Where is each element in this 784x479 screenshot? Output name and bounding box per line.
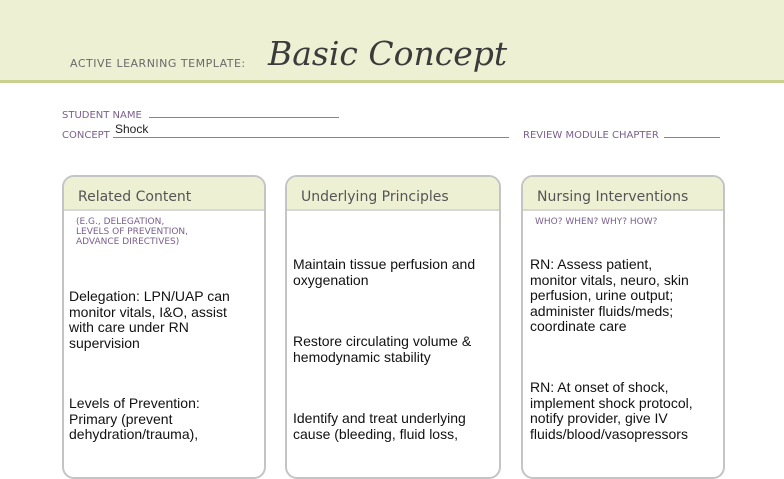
header-band — [0, 0, 784, 83]
related-content-header: Related Content — [64, 177, 264, 211]
review-module-label: REVIEW MODULE CHAPTER — [523, 130, 659, 141]
underlying-principles-column — [285, 175, 501, 479]
principle-perfusion: Maintain tissue perfusion and oxygenation — [293, 256, 476, 288]
intervention-onset: RN: At onset of shock, implement shock protocol, notify provider, give IV fluids/blood/vasopressors — [530, 379, 693, 442]
concept-value: Shock — [115, 122, 149, 136]
underlying-principles-header: Underlying Principles — [287, 177, 499, 211]
template-title: Basic Concept — [268, 34, 508, 73]
related-content-delegation: Delegation: LPN/UAP can monitor vitals, I&O, assist with care under RN supervision — [69, 288, 230, 351]
nursing-interventions-subtitle: WHO? WHEN? WHY? HOW? — [535, 217, 658, 227]
review-module-field[interactable] — [664, 128, 720, 138]
principle-volume: Restore circulating volume & hemodynamic stability — [293, 333, 472, 365]
related-content-column — [62, 175, 266, 479]
nursing-interventions-column — [521, 175, 725, 479]
related-content-subtitle: (E.G., DELEGATION, LEVELS OF PREVENTION, ADVANCE DIRECTIVES) — [76, 217, 189, 247]
nursing-interventions-header: Nursing Interventions — [523, 177, 723, 211]
principle-cause: Identify and treat underlying cause (bleeding, fluid loss, — [293, 410, 466, 442]
related-content-prevention: Levels of Prevention: Primary (prevent dehydration/trauma), — [69, 395, 200, 442]
concept-field[interactable] — [113, 128, 509, 138]
concept-label: CONCEPT — [62, 130, 110, 141]
student-name-label: STUDENT NAME — [62, 110, 142, 121]
intervention-assess: RN: Assess patient, monitor vitals, neuro, skin perfusion, urine output; administer fluids/meds; coordinate care — [530, 256, 689, 334]
template-label: ACTIVE LEARNING TEMPLATE: — [70, 57, 246, 70]
student-name-field[interactable] — [149, 108, 339, 118]
student-name-row — [62, 108, 339, 121]
review-module-row — [523, 128, 720, 141]
